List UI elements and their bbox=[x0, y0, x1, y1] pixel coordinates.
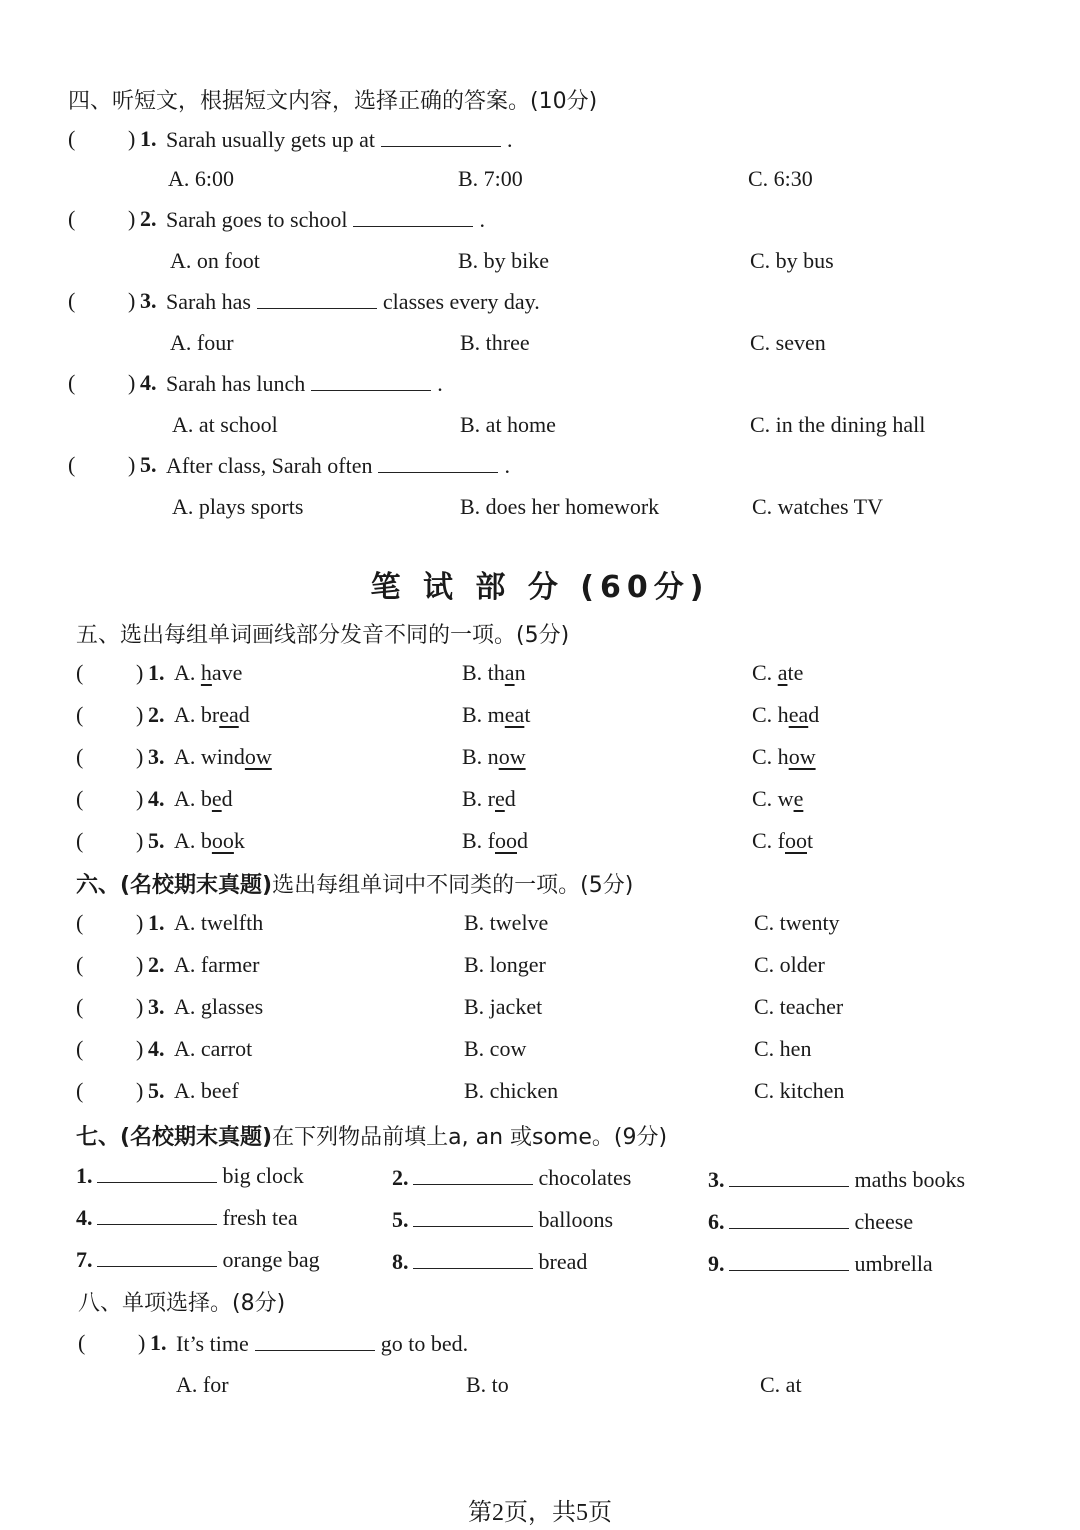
answer-bracket[interactable]: ( ) bbox=[76, 1078, 144, 1103]
question-stem: Sarah usually gets up at . bbox=[166, 127, 513, 152]
option-c: C. head bbox=[752, 702, 820, 727]
option-c: C. we bbox=[752, 786, 804, 811]
question-number: 1. bbox=[148, 660, 165, 685]
option-c: C. teacher bbox=[754, 994, 844, 1019]
option-a: A. book bbox=[174, 828, 245, 853]
answer-bracket[interactable]: ( ) bbox=[76, 744, 144, 769]
question-stem: After class, Sarah often . bbox=[166, 453, 510, 478]
question-number: 5. bbox=[148, 1078, 165, 1103]
answer-blank[interactable] bbox=[311, 370, 431, 391]
answer-bracket[interactable]: ( ) bbox=[76, 828, 144, 853]
written-part-title: 笔 试 部 分 (60分) bbox=[370, 570, 710, 605]
question-number: 1. bbox=[148, 910, 165, 935]
answer-bracket[interactable]: ( ) bbox=[68, 452, 136, 477]
answer-blank[interactable] bbox=[97, 1204, 217, 1225]
option-c: C. in the dining hall bbox=[750, 412, 926, 437]
listening-q1 bbox=[68, 126, 1028, 160]
option-a: A. plays sports bbox=[172, 494, 304, 519]
category-q3 bbox=[76, 994, 1036, 1028]
option-c: C. how bbox=[752, 744, 816, 769]
listening-q4 bbox=[68, 370, 1028, 404]
option-a: A. 6:00 bbox=[168, 166, 234, 191]
option-b: B. does her homework bbox=[460, 494, 660, 519]
answer-bracket[interactable]: ( ) bbox=[76, 952, 144, 977]
section-8-heading: 八、单项选择。(8分) bbox=[78, 1291, 286, 1316]
question-number: 1. bbox=[150, 1330, 167, 1355]
article-item: 4. fresh tea bbox=[76, 1205, 298, 1230]
listening-q2 bbox=[68, 206, 1028, 240]
option-b: B. longer bbox=[464, 952, 546, 977]
section-7-text: 在下列物品前填上a, an 或some。(9分) bbox=[272, 1125, 668, 1150]
answer-blank[interactable] bbox=[729, 1166, 849, 1187]
option-b: B. by bike bbox=[458, 248, 550, 273]
article-item: 1. big clock bbox=[76, 1163, 304, 1188]
listening-q1-options bbox=[68, 166, 1028, 200]
option-c: C. by bus bbox=[750, 248, 834, 273]
question-number: 4. bbox=[140, 370, 157, 395]
article-item: 3. maths books bbox=[708, 1167, 966, 1192]
question-number: 4. bbox=[148, 1036, 165, 1061]
question-number: 2. bbox=[148, 702, 165, 727]
answer-blank[interactable] bbox=[381, 126, 501, 147]
choice-q1 bbox=[78, 1330, 1038, 1364]
category-q1 bbox=[76, 910, 1036, 944]
option-b: B. now bbox=[462, 744, 526, 769]
answer-bracket[interactable]: ( ) bbox=[76, 786, 144, 811]
answer-blank[interactable] bbox=[729, 1208, 849, 1229]
question-stem: It’s time go to bed. bbox=[176, 1331, 469, 1356]
answer-blank[interactable] bbox=[413, 1248, 533, 1269]
question-number: 2. bbox=[140, 206, 157, 231]
option-b: B. twelve bbox=[464, 910, 549, 935]
option-b: B. chicken bbox=[464, 1078, 559, 1103]
article-item: 5. balloons bbox=[392, 1207, 614, 1232]
category-q5 bbox=[76, 1078, 1036, 1112]
option-b: B. than bbox=[462, 660, 526, 685]
option-a: A. four bbox=[170, 330, 234, 355]
question-number: 3. bbox=[148, 744, 165, 769]
option-c: C. kitchen bbox=[754, 1078, 845, 1103]
option-c: C. 6:30 bbox=[748, 166, 813, 191]
answer-blank[interactable] bbox=[413, 1206, 533, 1227]
answer-blank[interactable] bbox=[353, 206, 473, 227]
option-b: B. meat bbox=[462, 702, 531, 727]
section-5-heading: 五、选出每组单词画线部分发音不同的一项。(5分) bbox=[76, 623, 570, 648]
answer-bracket[interactable]: ( ) bbox=[76, 702, 144, 727]
phonics-q4 bbox=[76, 786, 1036, 820]
phonics-q2 bbox=[76, 702, 1036, 736]
answer-blank[interactable] bbox=[257, 288, 377, 309]
answer-bracket[interactable]: ( ) bbox=[76, 660, 144, 685]
question-number: 4. bbox=[148, 786, 165, 811]
option-c: C. older bbox=[754, 952, 825, 977]
category-q2 bbox=[76, 952, 1036, 986]
question-number: 1. bbox=[140, 126, 157, 151]
option-b: B. 7:00 bbox=[458, 166, 523, 191]
option-a: A. twelfth bbox=[174, 910, 264, 935]
page-number: 第2页，共5页 bbox=[468, 1500, 612, 1526]
option-b: B. at home bbox=[460, 412, 556, 437]
option-a: A. farmer bbox=[174, 952, 260, 977]
option-a: A. glasses bbox=[174, 994, 264, 1019]
answer-bracket[interactable]: ( ) bbox=[68, 206, 136, 231]
option-c: C. hen bbox=[754, 1036, 812, 1061]
option-b: B. three bbox=[460, 330, 530, 355]
question-number: 5. bbox=[148, 828, 165, 853]
option-c: C. ate bbox=[752, 660, 804, 685]
option-a: A. have bbox=[174, 660, 243, 685]
option-a: A. for bbox=[176, 1372, 229, 1397]
section-4-heading: 四、听短文，根据短文内容，选择正确的答案。(10分) bbox=[68, 89, 598, 114]
option-c: C. twenty bbox=[754, 910, 840, 935]
answer-bracket[interactable]: ( ) bbox=[76, 1036, 144, 1061]
question-stem: Sarah goes to school . bbox=[166, 207, 485, 232]
answer-bracket[interactable]: ( ) bbox=[68, 370, 136, 395]
category-q4 bbox=[76, 1036, 1036, 1070]
option-a: A. at school bbox=[172, 412, 278, 437]
choice-q1-options bbox=[78, 1372, 1038, 1406]
listening-q5 bbox=[68, 452, 1028, 486]
answer-bracket[interactable]: ( ) bbox=[68, 126, 136, 151]
option-c: C. watches TV bbox=[752, 494, 883, 519]
answer-blank[interactable] bbox=[97, 1162, 217, 1183]
article-item: 6. cheese bbox=[708, 1209, 914, 1234]
article-item: 7. orange bag bbox=[76, 1247, 320, 1272]
question-number: 3. bbox=[140, 288, 157, 313]
question-stem: Sarah has classes every day. bbox=[166, 289, 540, 314]
answer-bracket[interactable]: ( ) bbox=[76, 994, 144, 1019]
article-item: 9. umbrella bbox=[708, 1251, 933, 1276]
listening-q3 bbox=[68, 288, 1028, 322]
phonics-q3 bbox=[76, 744, 1036, 778]
option-a: A. bed bbox=[174, 786, 233, 811]
answer-blank[interactable] bbox=[413, 1164, 533, 1185]
option-a: A. beef bbox=[174, 1078, 239, 1103]
option-a: A. on foot bbox=[170, 248, 260, 273]
question-number: 2. bbox=[148, 952, 165, 977]
listening-q3-options bbox=[68, 330, 1028, 364]
article-item: 2. chocolates bbox=[392, 1165, 632, 1190]
option-c: C. seven bbox=[750, 330, 826, 355]
section-6-heading bbox=[76, 868, 633, 899]
listening-q2-options bbox=[68, 248, 1028, 282]
answer-blank[interactable] bbox=[255, 1330, 375, 1351]
option-b: B. to bbox=[466, 1372, 509, 1397]
answer-blank[interactable] bbox=[378, 452, 498, 473]
option-c: C. at bbox=[760, 1372, 802, 1397]
answer-bracket[interactable]: ( ) bbox=[78, 1330, 146, 1355]
question-number: 5. bbox=[140, 452, 157, 477]
option-a: A. bread bbox=[174, 702, 250, 727]
question-stem: Sarah has lunch . bbox=[166, 371, 443, 396]
phonics-q5 bbox=[76, 828, 1036, 862]
answer-bracket[interactable]: ( ) bbox=[68, 288, 136, 313]
option-b: B. red bbox=[462, 786, 516, 811]
phonics-q1 bbox=[76, 660, 1036, 694]
answer-blank[interactable] bbox=[729, 1250, 849, 1271]
listening-q4-options bbox=[68, 412, 1028, 446]
listening-q5-options bbox=[68, 494, 1028, 528]
article-item: 8. bread bbox=[392, 1249, 588, 1274]
answer-bracket[interactable]: ( ) bbox=[76, 910, 144, 935]
option-c: C. foot bbox=[752, 828, 814, 853]
section-6-tag: 六、(名校期末真题) bbox=[76, 873, 273, 898]
option-a: A. window bbox=[174, 744, 272, 769]
section-6-text: 选出每组单词中不同类的一项。(5分) bbox=[272, 873, 634, 898]
option-a: A. carrot bbox=[174, 1036, 253, 1061]
option-b: B. food bbox=[462, 828, 528, 853]
option-b: B. cow bbox=[464, 1036, 527, 1061]
question-number: 3. bbox=[148, 994, 165, 1019]
section-7-tag: 七、(名校期末真题) bbox=[76, 1125, 273, 1150]
answer-blank[interactable] bbox=[97, 1246, 217, 1267]
option-b: B. jacket bbox=[464, 994, 543, 1019]
section-7-heading bbox=[76, 1120, 667, 1151]
